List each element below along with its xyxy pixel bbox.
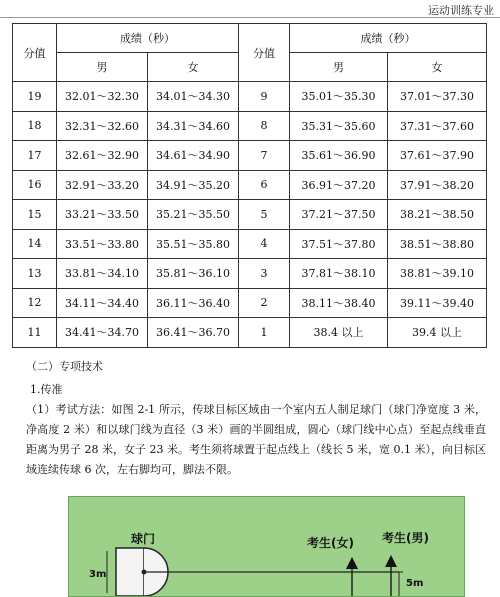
female-candidate-marker-icon bbox=[346, 557, 358, 569]
table-row bbox=[13, 111, 487, 141]
male-time-cell: 36.91～37.20 bbox=[290, 170, 388, 200]
female-time-cell: 35.51～35.80 bbox=[148, 229, 239, 259]
female-time-cell: 34.91～35.20 bbox=[148, 170, 239, 200]
score-cell: 14 bbox=[13, 229, 57, 259]
female-time-cell: 34.01～34.30 bbox=[148, 82, 239, 112]
header-female: 女 bbox=[148, 53, 239, 82]
female-candidate-label: 考生(女) bbox=[307, 536, 354, 550]
table-row bbox=[13, 170, 487, 200]
female-time-cell: 34.31～34.60 bbox=[148, 111, 239, 141]
female-time-cell: 34.61～34.90 bbox=[148, 141, 239, 171]
field-diagram bbox=[68, 496, 465, 597]
subsection-heading: 1.传准 bbox=[30, 383, 63, 396]
score-cell: 5 bbox=[239, 200, 290, 230]
table-row bbox=[13, 259, 487, 289]
female-time-cell: 36.41～36.70 bbox=[148, 318, 239, 348]
table-row bbox=[13, 229, 487, 259]
male-time-cell: 32.91～33.20 bbox=[57, 170, 148, 200]
female-time-cell: 37.91～38.20 bbox=[388, 170, 487, 200]
male-time-cell: 35.31～35.60 bbox=[290, 111, 388, 141]
score-table bbox=[12, 23, 487, 348]
header-female: 女 bbox=[388, 53, 487, 82]
header-tag: 运动训练专业 bbox=[428, 4, 494, 17]
female-time-cell: 38.21～38.50 bbox=[388, 200, 487, 230]
section-heading: （二）专项技术 bbox=[26, 360, 103, 373]
male-time-cell: 33.51～33.80 bbox=[57, 229, 148, 259]
header-score: 分值 bbox=[239, 24, 290, 82]
male-candidate-marker-icon bbox=[385, 555, 397, 567]
circle-center-point bbox=[142, 570, 147, 575]
male-time-cell: 33.81～34.10 bbox=[57, 259, 148, 289]
start-line-length-label: 5m bbox=[406, 578, 424, 589]
score-cell: 8 bbox=[239, 111, 290, 141]
score-cell: 4 bbox=[239, 229, 290, 259]
score-cell: 15 bbox=[13, 200, 57, 230]
score-cell: 18 bbox=[13, 111, 57, 141]
score-cell: 11 bbox=[13, 318, 57, 348]
header-male: 男 bbox=[57, 53, 148, 82]
male-time-cell: 32.31～32.60 bbox=[57, 111, 148, 141]
male-time-cell: 32.61～32.90 bbox=[57, 141, 148, 171]
male-time-cell: 37.51～37.80 bbox=[290, 229, 388, 259]
male-time-cell: 33.21～33.50 bbox=[57, 200, 148, 230]
female-time-cell: 35.21～35.50 bbox=[148, 200, 239, 230]
male-candidate-label: 考生(男) bbox=[382, 531, 429, 545]
header-result: 成绩（秒） bbox=[57, 24, 239, 53]
score-cell: 9 bbox=[239, 82, 290, 112]
table-header-row bbox=[13, 24, 487, 53]
test-method-paragraph: （1）考试方法：如图 2-1 所示，传球目标区域由一个室内五人制足球门（球门净宽度 3 米，净高度 2 米）和以球门线为直径（3 米）画的半圆组成，圆心（球门线中心点）至起点线垂直距离为男子 28 米，女子 23 米。考生须将球置于起点线上（线长 5 米，宽 0.1 米），向目标区域连续传球 6 次，左右脚均可，脚法不限。 bbox=[26, 403, 486, 476]
female-time-cell: 37.31～37.60 bbox=[388, 111, 487, 141]
male-time-cell: 35.01～35.30 bbox=[290, 82, 388, 112]
header-score: 分值 bbox=[13, 24, 57, 82]
score-cell: 6 bbox=[239, 170, 290, 200]
header-result: 成绩（秒） bbox=[290, 24, 487, 53]
table-row bbox=[13, 288, 487, 318]
male-time-cell: 32.01～32.30 bbox=[57, 82, 148, 112]
female-time-cell: 37.61～37.90 bbox=[388, 141, 487, 171]
female-time-cell: 37.01～37.30 bbox=[388, 82, 487, 112]
header-rule bbox=[0, 17, 500, 18]
table-row bbox=[13, 318, 487, 348]
table-row bbox=[13, 141, 487, 171]
goal-width-label: 3m bbox=[89, 569, 107, 580]
male-time-cell: 38.4 以上 bbox=[290, 318, 388, 348]
male-time-cell: 34.41～34.70 bbox=[57, 318, 148, 348]
score-cell: 7 bbox=[239, 141, 290, 171]
score-cell: 12 bbox=[13, 288, 57, 318]
goal-box bbox=[116, 548, 144, 596]
female-time-cell: 39.4 以上 bbox=[388, 318, 487, 348]
score-cell: 13 bbox=[13, 259, 57, 289]
female-time-cell: 36.11～36.40 bbox=[148, 288, 239, 318]
score-cell: 16 bbox=[13, 170, 57, 200]
table-row bbox=[13, 82, 487, 112]
female-time-cell: 38.51～38.80 bbox=[388, 229, 487, 259]
score-cell: 1 bbox=[239, 318, 290, 348]
male-time-cell: 38.11～38.40 bbox=[290, 288, 388, 318]
male-time-cell: 35.61～36.90 bbox=[290, 141, 388, 171]
field-diagram-drawing bbox=[69, 497, 464, 596]
male-time-cell: 34.11～34.40 bbox=[57, 288, 148, 318]
header-male: 男 bbox=[290, 53, 388, 82]
table-row bbox=[13, 200, 487, 230]
female-time-cell: 35.81～36.10 bbox=[148, 259, 239, 289]
female-time-cell: 39.11～39.40 bbox=[388, 288, 487, 318]
male-time-cell: 37.81～38.10 bbox=[290, 259, 388, 289]
female-time-cell: 38.81～39.10 bbox=[388, 259, 487, 289]
male-time-cell: 37.21～37.50 bbox=[290, 200, 388, 230]
score-cell: 3 bbox=[239, 259, 290, 289]
score-cell: 2 bbox=[239, 288, 290, 318]
score-cell: 19 bbox=[13, 82, 57, 112]
goal-label: 球门 bbox=[131, 532, 156, 546]
score-cell: 17 bbox=[13, 141, 57, 171]
